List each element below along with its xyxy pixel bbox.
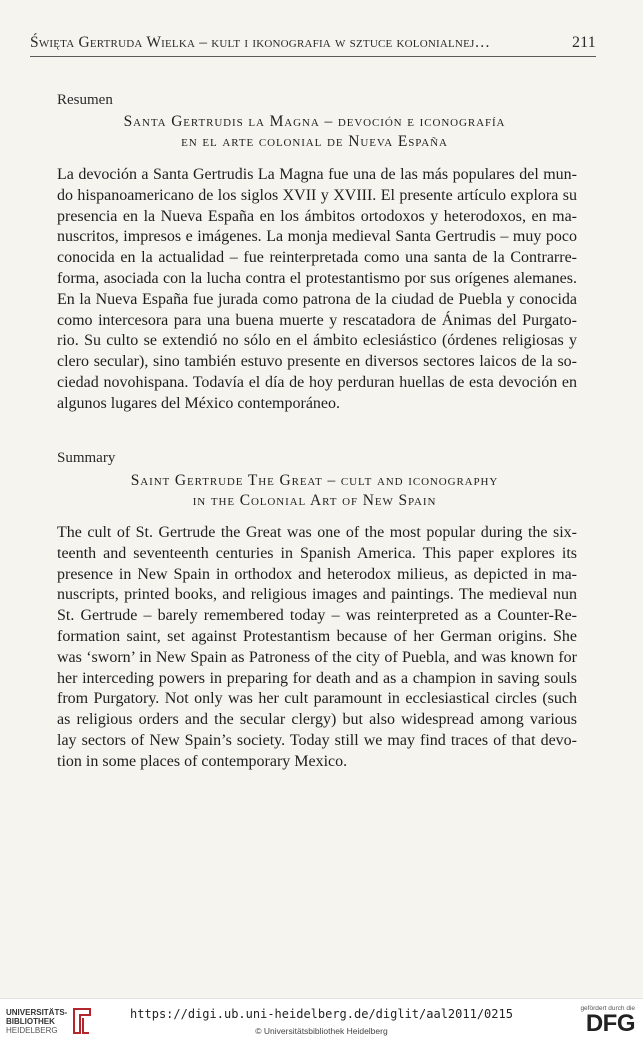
summary-line: tion in some places of contemporary Mexico. <box>57 752 348 770</box>
bleed-through-shadow <box>40 840 600 960</box>
summary-line: was ‘sworn’ in New Spain as Patroness of the city of Puebla, and was known for <box>57 648 577 666</box>
summary-heading-line-2: in the Colonial Art of New Spain <box>192 492 437 509</box>
page-number: 211 <box>571 34 596 51</box>
resumen-line: nuscritos, impresos e imágenes. La monja medieval Santa Gertrudis – muy poco <box>57 228 577 246</box>
resumen-body <box>57 165 577 415</box>
digitization-footer <box>0 998 643 1045</box>
summary-heading <box>57 471 572 511</box>
header-rule <box>30 56 596 57</box>
summary-body <box>57 523 577 773</box>
summary-line: formation saint, set against Protestantism because of her German origins. She <box>57 627 577 645</box>
summary-line: from Purgatory. Not only was her cult paramount in ecclesiastical circles (such <box>57 690 577 708</box>
dfg-logo-mark: DFG <box>585 1010 635 1037</box>
resumen-line: algunos lugares del México contemporáneo. <box>57 394 341 412</box>
summary-line: teenth and seventeenth centuries in Spanish America. This paper explores its <box>57 544 577 562</box>
library-city: HEIDELBERG <box>6 1025 58 1035</box>
resumen-line: do hispanoamericano de los siglos XVII y XVIII. El presente artículo explora su <box>57 186 577 204</box>
resumen-line: presencia en la Nueva España en los ámbitos ortodoxos y heterodoxos, en ma- <box>57 207 577 225</box>
resumen-line: rio. Su culto se extendió no sólo en el ámbito eclesiástico (órdenes religiosas y <box>57 332 577 350</box>
summary-line: presence in New Spain in orthodox and heterodox milieus, as depicted in ma- <box>57 565 577 583</box>
resumen-line: La devoción a Santa Gertrudis La Magna fue una de las más populares del mun- <box>57 166 577 183</box>
summary-line: nuscripts, printed books, and religious images and paintings. The medieval nun <box>57 586 577 604</box>
summary-line: The cult of St. Gertrude the Great was one of the most popular during the six- <box>57 524 577 541</box>
dfg-funding-logo[interactable] <box>580 1005 635 1036</box>
resumen-line: En la Nueva España fue jurada como patrona de la ciudad de Puebla y conocida <box>57 290 577 308</box>
funding-note: gefördert durch die <box>580 1005 635 1012</box>
resumen-heading-line-2: en el arte colonial de Nueva España <box>181 133 448 150</box>
library-name-line-2: BIBLIOTHEK <box>6 1016 55 1026</box>
summary-line: St. Gertrude – barely remembered today – was reinterpreted as a Counter-Re- <box>57 607 577 625</box>
summary-line: lay sectors of New Spain’s society. Today still we may find traces of that devo- <box>57 731 577 749</box>
resumen-line: como intercesora para una buena muerte y rescatadora de Ánimas del Purgato- <box>57 311 577 329</box>
running-head-title: Święta Gertruda Wielka – kult i ikonografia w sztuce kolonialnej… <box>30 34 491 51</box>
resumen-line: ciedad novohispana. Todavía el día de hoy perduran huellas de esta devoción en <box>57 373 577 391</box>
resumen-heading <box>57 112 572 152</box>
resumen-line: clero secular), sino también estuvo presente en diversos sectores laicos de la so- <box>57 353 577 371</box>
library-name-line-1: UNIVERSITÄTS- <box>6 1007 68 1017</box>
resumen-line: conocida en la actualidad – fue reinterpretada como una santa de la Contrarre- <box>57 249 577 267</box>
resumen-line: forma, asociada con la lucha contra el protestantismo por sus orígenes alemanes. <box>57 269 577 287</box>
resumen-label: Resumen <box>57 92 113 108</box>
running-head <box>30 34 596 52</box>
summary-line: as religious orders and the secular clergy) but also widespread among various <box>57 711 577 729</box>
summary-line: her interceding powers in preparing for death and as a champion in saving souls <box>57 669 577 687</box>
resumen-heading-line-1: Santa Gertrudis la Magna – devoción e iconografía <box>123 113 506 130</box>
copyright-notice: © Universitätsbibliothek Heidelberg <box>255 1026 388 1036</box>
summary-heading-line-1: Saint Gertrude The Great – cult and iconography <box>130 472 499 489</box>
permalink-url[interactable]: https://digi.ub.uni-heidelberg.de/diglit/aal2011/0215 <box>130 1007 513 1021</box>
summary-label: Summary <box>57 450 116 466</box>
